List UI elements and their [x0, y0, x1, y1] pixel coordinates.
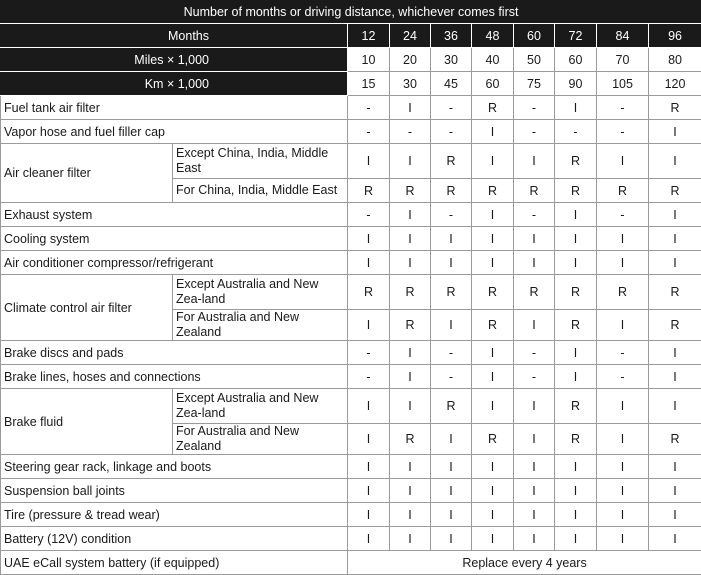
- header-value: 40: [472, 48, 514, 72]
- schedule-cell: I: [472, 365, 514, 389]
- schedule-cell: R: [431, 275, 472, 310]
- header-value: 45: [431, 72, 472, 96]
- schedule-cell: I: [348, 424, 390, 455]
- schedule-cell: I: [431, 227, 472, 251]
- schedule-cell: I: [555, 527, 597, 551]
- schedule-cell: I: [348, 251, 390, 275]
- schedule-cell: I: [431, 527, 472, 551]
- schedule-cell: I: [514, 389, 555, 424]
- schedule-cell: I: [390, 455, 431, 479]
- header-row: [1, 72, 701, 96]
- schedule-cell: I: [514, 479, 555, 503]
- item-label: Cooling system: [1, 227, 348, 251]
- item-label: Steering gear rack, linkage and boots: [1, 455, 348, 479]
- header-value: 30: [390, 72, 431, 96]
- schedule-cell: I: [348, 227, 390, 251]
- sub-item-label: For Australia and New Zealand: [173, 310, 348, 341]
- header-value: 96: [649, 24, 701, 48]
- schedule-cell: I: [390, 341, 431, 365]
- schedule-cell: I: [649, 365, 701, 389]
- schedule-cell: I: [597, 389, 649, 424]
- schedule-cell: R: [514, 275, 555, 310]
- schedule-cell: -: [514, 120, 555, 144]
- sub-item-label: Except China, India, Middle East: [173, 144, 348, 179]
- header-value: 80: [649, 48, 701, 72]
- item-label: Brake discs and pads: [1, 341, 348, 365]
- sub-item-label: For China, India, Middle East: [173, 179, 348, 203]
- schedule-cell: R: [390, 424, 431, 455]
- schedule-cell: I: [597, 503, 649, 527]
- schedule-cell: -: [431, 120, 472, 144]
- schedule-cell: I: [597, 455, 649, 479]
- item-label: Brake fluid: [1, 389, 173, 455]
- schedule-cell: R: [555, 144, 597, 179]
- header-label: Months: [1, 24, 348, 48]
- schedule-cell: -: [597, 203, 649, 227]
- schedule-cell: R: [472, 179, 514, 203]
- schedule-cell: I: [472, 227, 514, 251]
- schedule-cell: I: [649, 227, 701, 251]
- schedule-cell: I: [431, 503, 472, 527]
- schedule-cell: R: [348, 179, 390, 203]
- schedule-cell: -: [597, 365, 649, 389]
- table-row: [1, 96, 701, 120]
- schedule-cell: R: [649, 424, 701, 455]
- schedule-cell: I: [348, 144, 390, 179]
- schedule-cell: I: [555, 96, 597, 120]
- schedule-cell: -: [514, 341, 555, 365]
- schedule-cell: R: [555, 275, 597, 310]
- schedule-cell: R: [514, 179, 555, 203]
- schedule-cell: I: [649, 144, 701, 179]
- schedule-cell: -: [431, 341, 472, 365]
- table-row: [1, 251, 701, 275]
- table-row: [1, 455, 701, 479]
- table-row: [1, 527, 701, 551]
- header-value: 48: [472, 24, 514, 48]
- schedule-cell: I: [514, 527, 555, 551]
- schedule-cell: -: [514, 365, 555, 389]
- schedule-cell: I: [514, 251, 555, 275]
- schedule-cell: I: [390, 479, 431, 503]
- header-value: 15: [348, 72, 390, 96]
- schedule-cell: I: [348, 389, 390, 424]
- schedule-cell: I: [514, 144, 555, 179]
- schedule-cell: I: [555, 251, 597, 275]
- table-row: [1, 341, 701, 365]
- schedule-cell: I: [472, 479, 514, 503]
- table-row: [1, 389, 701, 424]
- schedule-cell: I: [390, 503, 431, 527]
- schedule-cell: I: [649, 251, 701, 275]
- schedule-cell: -: [431, 203, 472, 227]
- schedule-cell: I: [348, 503, 390, 527]
- header-value: 50: [514, 48, 555, 72]
- schedule-cell: R: [649, 179, 701, 203]
- schedule-cell: I: [649, 455, 701, 479]
- schedule-cell: -: [431, 96, 472, 120]
- schedule-cell: -: [390, 120, 431, 144]
- table-row: [1, 203, 701, 227]
- schedule-cell: I: [431, 424, 472, 455]
- item-label: Brake lines, hoses and connections: [1, 365, 348, 389]
- schedule-cell: -: [514, 96, 555, 120]
- schedule-cell: R: [555, 389, 597, 424]
- schedule-cell: R: [390, 275, 431, 310]
- schedule-cell: I: [597, 527, 649, 551]
- schedule-cell: R: [390, 310, 431, 341]
- schedule-cell: I: [431, 455, 472, 479]
- header-value: 12: [348, 24, 390, 48]
- schedule-cell: I: [649, 389, 701, 424]
- schedule-cell: I: [514, 455, 555, 479]
- schedule-cell: I: [597, 227, 649, 251]
- table-row: [1, 227, 701, 251]
- table-title: Number of months or driving distance, whichever comes first: [1, 1, 701, 24]
- schedule-cell: I: [348, 527, 390, 551]
- schedule-cell: R: [555, 179, 597, 203]
- schedule-cell: I: [390, 365, 431, 389]
- schedule-cell: I: [390, 203, 431, 227]
- schedule-cell: I: [649, 120, 701, 144]
- sub-item-label: Except Australia and New Zea-land: [173, 275, 348, 310]
- title-row: [1, 1, 701, 24]
- schedule-cell: I: [472, 120, 514, 144]
- header-value: 24: [390, 24, 431, 48]
- schedule-cell: I: [431, 310, 472, 341]
- table-row: [1, 120, 701, 144]
- schedule-cell: I: [472, 527, 514, 551]
- header-value: 10: [348, 48, 390, 72]
- schedule-cell: R: [649, 310, 701, 341]
- header-value: 60: [555, 48, 597, 72]
- item-label: Vapor hose and fuel filler cap: [1, 120, 348, 144]
- item-label: Exhaust system: [1, 203, 348, 227]
- schedule-cell: R: [472, 424, 514, 455]
- schedule-cell: I: [348, 479, 390, 503]
- header-value: 70: [597, 48, 649, 72]
- header-value: 60: [514, 24, 555, 48]
- schedule-cell: R: [555, 310, 597, 341]
- schedule-cell: I: [390, 227, 431, 251]
- schedule-cell: R: [472, 96, 514, 120]
- schedule-cell: I: [514, 424, 555, 455]
- schedule-cell: I: [649, 527, 701, 551]
- schedule-cell: R: [555, 424, 597, 455]
- header-value: 84: [597, 24, 649, 48]
- schedule-cell: I: [555, 479, 597, 503]
- schedule-cell: I: [472, 341, 514, 365]
- schedule-cell: -: [348, 203, 390, 227]
- schedule-cell: R: [472, 310, 514, 341]
- schedule-cell: -: [348, 96, 390, 120]
- schedule-cell: I: [390, 144, 431, 179]
- schedule-cell: I: [597, 479, 649, 503]
- schedule-cell: -: [348, 120, 390, 144]
- schedule-cell: R: [431, 389, 472, 424]
- header-value: 30: [431, 48, 472, 72]
- schedule-cell: I: [390, 389, 431, 424]
- schedule-cell: R: [472, 275, 514, 310]
- table-row: [1, 144, 701, 179]
- schedule-cell: I: [555, 365, 597, 389]
- schedule-cell: I: [597, 251, 649, 275]
- schedule-cell: I: [472, 203, 514, 227]
- schedule-cell: I: [597, 424, 649, 455]
- schedule-cell: R: [431, 144, 472, 179]
- schedule-cell: I: [649, 503, 701, 527]
- header-value: 90: [555, 72, 597, 96]
- schedule-cell: -: [348, 365, 390, 389]
- schedule-cell: I: [472, 251, 514, 275]
- item-label: UAE eCall system battery (if equipped): [1, 551, 348, 575]
- item-label: Fuel tank air filter: [1, 96, 348, 120]
- schedule-cell: I: [348, 455, 390, 479]
- schedule-cell: I: [649, 341, 701, 365]
- schedule-cell: I: [555, 203, 597, 227]
- schedule-cell: I: [597, 310, 649, 341]
- schedule-cell: I: [514, 310, 555, 341]
- sub-item-label: For Australia and New Zealand: [173, 424, 348, 455]
- header-row: [1, 24, 701, 48]
- schedule-cell: -: [514, 203, 555, 227]
- schedule-cell: I: [431, 251, 472, 275]
- schedule-cell: I: [555, 455, 597, 479]
- schedule-cell: I: [472, 455, 514, 479]
- schedule-cell: I: [555, 341, 597, 365]
- schedule-cell: I: [649, 479, 701, 503]
- item-label: Air conditioner compressor/refrigerant: [1, 251, 348, 275]
- table-row: [1, 503, 701, 527]
- schedule-cell: R: [597, 275, 649, 310]
- schedule-cell: -: [348, 341, 390, 365]
- schedule-cell: R: [597, 179, 649, 203]
- header-value: 20: [390, 48, 431, 72]
- header-label: Km × 1,000: [1, 72, 348, 96]
- header-label: Miles × 1,000: [1, 48, 348, 72]
- schedule-cell: I: [514, 227, 555, 251]
- table-row: [1, 275, 701, 310]
- schedule-cell: I: [555, 503, 597, 527]
- item-label: Suspension ball joints: [1, 479, 348, 503]
- header-value: 105: [597, 72, 649, 96]
- schedule-cell: -: [597, 341, 649, 365]
- schedule-cell: -: [597, 120, 649, 144]
- item-label: Tire (pressure & tread wear): [1, 503, 348, 527]
- schedule-cell: I: [390, 96, 431, 120]
- schedule-cell: I: [472, 389, 514, 424]
- item-label: Battery (12V) condition: [1, 527, 348, 551]
- item-label: Climate control air filter: [1, 275, 173, 341]
- schedule-cell: I: [472, 503, 514, 527]
- header-value: 60: [472, 72, 514, 96]
- header-value: 120: [649, 72, 701, 96]
- schedule-cell: R: [431, 179, 472, 203]
- schedule-cell: R: [649, 275, 701, 310]
- table-row: [1, 551, 701, 575]
- schedule-note: Replace every 4 years: [348, 551, 701, 575]
- schedule-cell: -: [597, 96, 649, 120]
- schedule-cell: I: [649, 203, 701, 227]
- schedule-cell: -: [555, 120, 597, 144]
- schedule-cell: I: [431, 479, 472, 503]
- schedule-cell: R: [649, 96, 701, 120]
- schedule-cell: R: [390, 179, 431, 203]
- schedule-cell: I: [390, 251, 431, 275]
- item-label: Air cleaner filter: [1, 144, 173, 203]
- header-value: 72: [555, 24, 597, 48]
- header-value: 75: [514, 72, 555, 96]
- schedule-cell: -: [431, 365, 472, 389]
- sub-item-label: Except Australia and New Zea-land: [173, 389, 348, 424]
- table-row: [1, 479, 701, 503]
- schedule-cell: R: [348, 275, 390, 310]
- header-row: [1, 48, 701, 72]
- schedule-cell: I: [348, 310, 390, 341]
- schedule-cell: I: [597, 144, 649, 179]
- schedule-cell: I: [472, 144, 514, 179]
- header-value: 36: [431, 24, 472, 48]
- schedule-cell: I: [555, 227, 597, 251]
- schedule-cell: I: [390, 527, 431, 551]
- schedule-cell: I: [514, 503, 555, 527]
- table-row: [1, 365, 701, 389]
